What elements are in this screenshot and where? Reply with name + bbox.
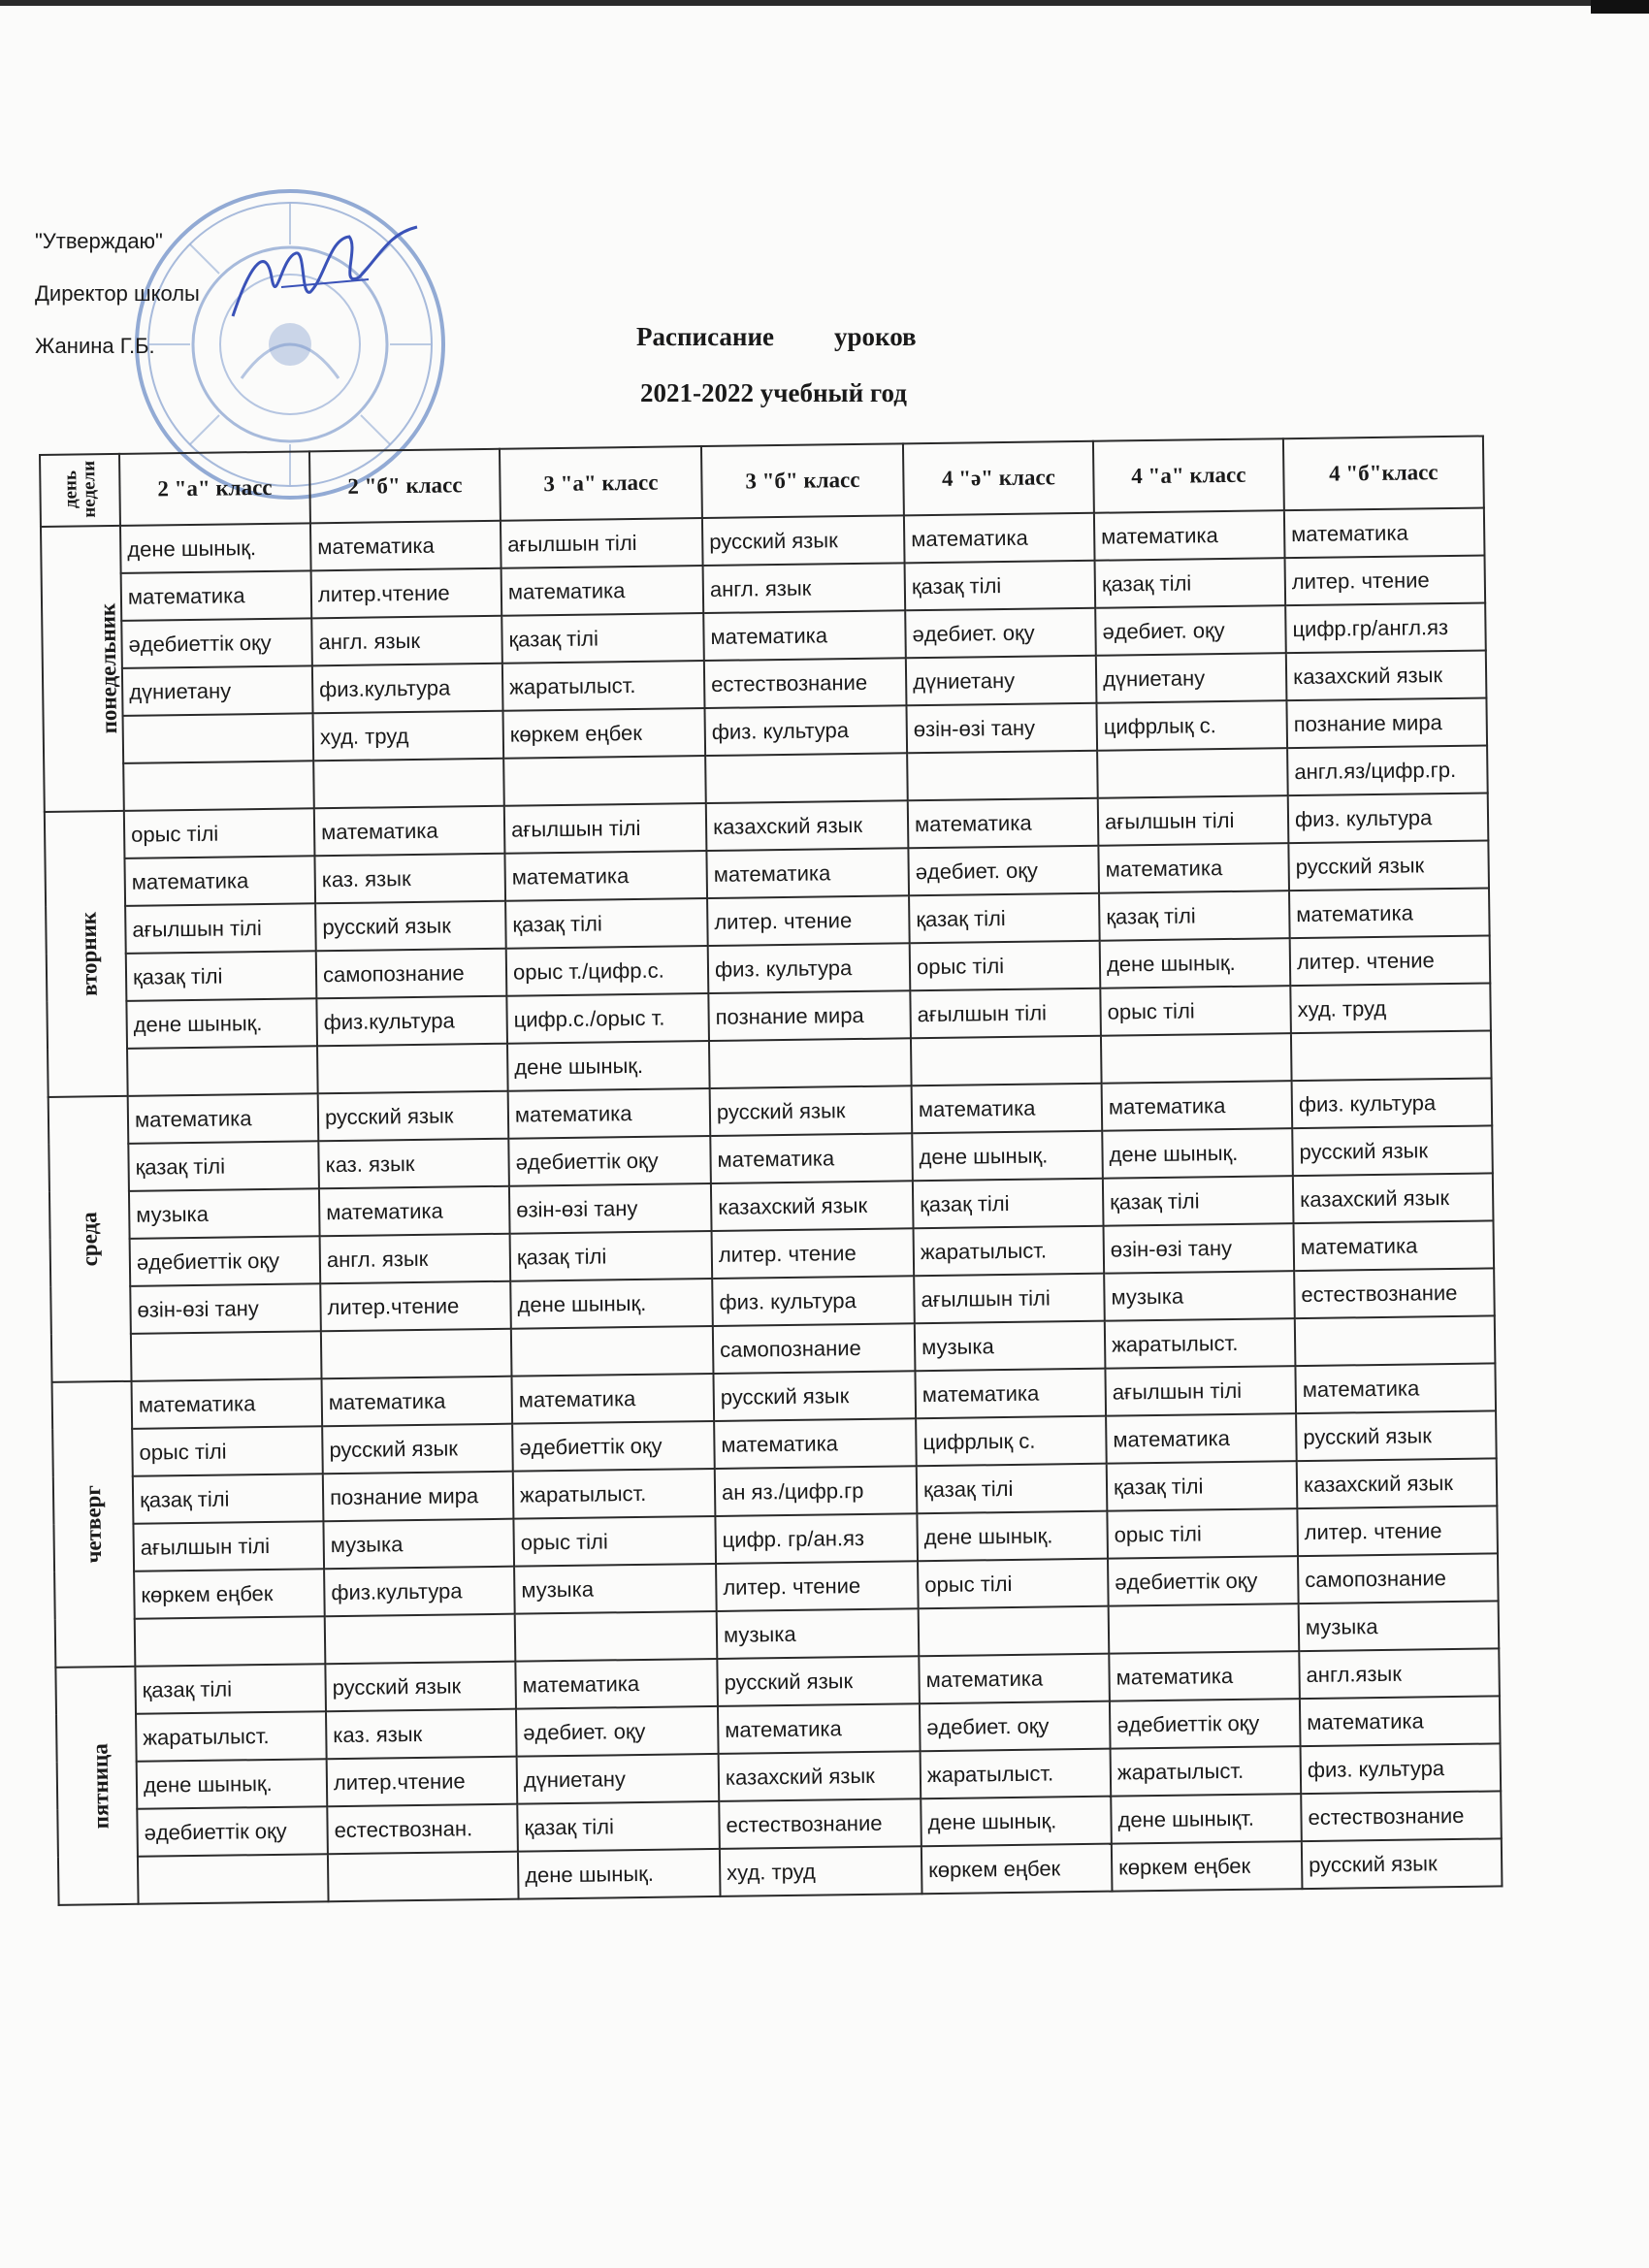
lesson-cell: дүниетану — [1096, 653, 1287, 703]
lesson-cell: физ. культура — [1301, 1743, 1502, 1794]
lesson-cell: музыка — [717, 1608, 920, 1659]
lesson-cell: математика — [1289, 888, 1490, 938]
lesson-cell: өзін-өзі тану — [906, 703, 1097, 754]
lesson-cell: казахский язык — [706, 800, 909, 851]
lesson-cell: математика — [706, 848, 909, 898]
lesson-cell: физ. культура — [1288, 793, 1489, 843]
lesson-cell: қазақ тілі — [505, 898, 708, 949]
lesson-cell: познание мира — [323, 1472, 514, 1522]
lesson-cell: дене шынық. — [518, 1849, 721, 1899]
class-header: 4 "б"класс — [1283, 437, 1484, 511]
title-word-lessons: уроков — [834, 322, 917, 351]
lesson-cell: музыка — [514, 1564, 717, 1614]
lesson-cell: математика — [1295, 1363, 1496, 1413]
lesson-cell: математика — [703, 610, 906, 661]
lesson-cell — [911, 1036, 1102, 1086]
lesson-cell: математика — [124, 856, 315, 906]
lesson-cell: әдебиеттік оқу — [137, 1806, 328, 1857]
lesson-cell: худ. труд — [313, 711, 504, 761]
lesson-cell — [709, 1038, 912, 1088]
lesson-cell: әдебиеттік оқу — [1110, 1699, 1301, 1749]
lesson-cell: орыс тілі — [513, 1516, 716, 1567]
lesson-cell: ағылшын тілі — [133, 1521, 324, 1571]
lesson-cell: жаратылыст. — [513, 1469, 716, 1519]
lesson-cell: казахский язык — [1286, 650, 1487, 700]
lesson-cell: әдебиеттік оқу — [130, 1236, 321, 1286]
lesson-cell: орыс тілі — [1107, 1508, 1298, 1559]
lesson-cell: қазақ тілі — [913, 1179, 1104, 1229]
lesson-cell — [1109, 1604, 1300, 1654]
lesson-cell: әдебиет. оқу — [920, 1701, 1111, 1752]
lesson-cell: орыс тілі — [1100, 986, 1291, 1036]
lesson-cell: әдебиеттік оқу — [508, 1136, 711, 1186]
lesson-cell: қазақ тілі — [917, 1464, 1108, 1514]
lesson-cell: литер. чтение — [712, 1228, 915, 1279]
lesson-cell: әдебиеттік оқу — [121, 618, 312, 668]
lesson-cell: әдебиеттік оқу — [1108, 1556, 1299, 1606]
lesson-cell: дене шынық. — [507, 1041, 710, 1091]
lesson-cell: литер.чтение — [327, 1757, 518, 1807]
lesson-cell: русский язык — [1302, 1838, 1503, 1889]
lesson-cell: русский язык — [325, 1662, 516, 1712]
scan-corner-mark — [1591, 0, 1649, 14]
lesson-cell: математика — [1300, 1696, 1501, 1746]
lesson-cell: дүниетану — [517, 1754, 720, 1804]
lesson-cell — [328, 1852, 519, 1902]
lesson-cell: көркем еңбек — [503, 708, 706, 759]
lesson-cell: физ.культура — [324, 1567, 515, 1617]
lesson-cell: англ. язык — [703, 563, 906, 613]
lesson-cell: каз. язык — [326, 1709, 517, 1760]
lesson-schedule-table — [39, 435, 1503, 1905]
lesson-cell: естествознан. — [327, 1804, 518, 1855]
lesson-cell: ағылшын тілі — [1098, 795, 1289, 846]
lesson-cell: орыс тілі — [124, 808, 315, 859]
lesson-cell — [1295, 1315, 1496, 1366]
day-label-2: среда — [48, 1096, 132, 1382]
lesson-cell — [515, 1611, 718, 1662]
lesson-cell: русский язык — [315, 901, 506, 952]
lesson-cell: музыка — [1104, 1271, 1295, 1321]
lesson-cell: познание мира — [708, 990, 911, 1041]
lesson-cell: дене шынық. — [137, 1759, 328, 1809]
director-name: Жанина Г.Б. — [35, 334, 155, 358]
lesson-cell — [325, 1614, 516, 1665]
lesson-cell: математика — [912, 1084, 1103, 1134]
lesson-cell: математика — [1293, 1220, 1494, 1271]
lesson-cell — [131, 1331, 322, 1381]
lesson-cell: познание мира — [1286, 697, 1487, 748]
lesson-cell: математика — [128, 1093, 319, 1144]
lesson-cell: худ. труд — [720, 1846, 922, 1896]
lesson-cell: математика — [908, 798, 1099, 849]
lesson-cell: дүниетану — [122, 665, 313, 716]
lesson-cell: казахский язык — [1297, 1458, 1498, 1508]
lesson-cell: орыс тілі — [132, 1426, 323, 1476]
lesson-cell — [1101, 1033, 1292, 1084]
lesson-cell: орыс т./цифр.с. — [506, 946, 709, 996]
day-column-header: день недели — [40, 454, 120, 527]
lesson-cell: цифрлық с. — [1096, 700, 1287, 751]
class-header: 4 "ә" класс — [903, 441, 1094, 516]
lesson-cell: қазақ тілі — [905, 561, 1096, 611]
lesson-cell: русский язык — [1292, 1125, 1493, 1176]
lesson-cell: самопознание — [713, 1323, 916, 1374]
lesson-cell: цифрлық с. — [916, 1416, 1107, 1467]
lesson-cell: дене шынық. — [1102, 1128, 1293, 1179]
lesson-cell: математика — [1102, 1081, 1293, 1131]
lesson-cell: музыка — [1299, 1601, 1500, 1651]
lesson-cell: физ. культура — [1292, 1078, 1493, 1128]
lesson-cell: дене шынық. — [120, 523, 311, 573]
lesson-cell: математика — [915, 1369, 1106, 1419]
lesson-cell: русский язык — [713, 1371, 916, 1421]
lesson-cell: физ. культура — [708, 943, 911, 993]
lesson-cell: көркем еңбек — [134, 1569, 325, 1619]
lesson-cell: литер. чтение — [1290, 935, 1491, 986]
lesson-cell: әдебиет. оқу — [516, 1706, 719, 1757]
lesson-cell: математика — [511, 1374, 714, 1424]
lesson-cell: литер. чтение — [707, 895, 910, 946]
lesson-cell: қазақ тілі — [1095, 558, 1286, 608]
lesson-cell: өзін-өзі тану — [1104, 1223, 1295, 1274]
lesson-cell: математика — [132, 1378, 323, 1429]
lesson-cell: русский язык — [710, 1085, 913, 1136]
class-header: 3 "а" класс — [500, 446, 702, 521]
lesson-cell: физ. культура — [704, 705, 907, 756]
lesson-cell: каз. язык — [314, 854, 505, 904]
lesson-cell: қазақ тілі — [1107, 1461, 1298, 1511]
lesson-cell: жаратылыст. — [1105, 1318, 1296, 1369]
lesson-cell: математика — [714, 1418, 917, 1469]
lesson-cell — [138, 1854, 329, 1904]
lesson-cell: русский язык — [717, 1656, 920, 1706]
lesson-cell: ағылшын тілі — [914, 1274, 1105, 1324]
lesson-cell: русский язык — [1296, 1410, 1497, 1461]
lesson-cell: казахский язык — [719, 1751, 922, 1801]
lesson-cell: математика — [319, 1186, 510, 1237]
director-signature — [213, 219, 436, 336]
lesson-cell: математика — [718, 1703, 921, 1754]
lesson-cell: англ.яз/цифр.гр. — [1287, 745, 1488, 795]
lesson-cell: математика — [1106, 1413, 1297, 1464]
lesson-cell: әдебиеттік оқу — [512, 1421, 715, 1472]
lesson-cell: казахский язык — [1293, 1173, 1494, 1223]
lesson-cell: ағылшын тілі — [125, 903, 316, 954]
title-word-schedule: Расписание — [636, 322, 775, 351]
lesson-cell: математика — [314, 806, 505, 857]
lesson-cell: қазақ тілі — [501, 613, 704, 664]
lesson-cell: музыка — [323, 1519, 514, 1570]
lesson-cell: музыка — [915, 1321, 1106, 1372]
lesson-cell — [127, 1046, 318, 1096]
lesson-cell: математика — [121, 570, 312, 621]
lesson-cell: жаратылыст. — [921, 1749, 1112, 1799]
lesson-cell: казахский язык — [711, 1181, 914, 1231]
lesson-cell: қазақ тілі — [1099, 891, 1290, 941]
academic-year: 2021-2022 учебный год — [640, 378, 907, 407]
director-position: Директор школы — [35, 281, 200, 306]
class-header: 2 "а" класс — [119, 451, 310, 526]
lesson-cell: қазақ тілі — [126, 951, 317, 1001]
lesson-cell — [1291, 1030, 1492, 1081]
lesson-cell: дене шынық. — [921, 1797, 1112, 1847]
class-header: 4 "а" класс — [1093, 438, 1284, 513]
lesson-cell: литер. чтение — [1297, 1506, 1498, 1556]
lesson-cell: қазақ тілі — [133, 1474, 324, 1524]
lesson-cell: орыс тілі — [910, 941, 1101, 991]
lesson-cell: ағылшын тілі — [910, 988, 1101, 1039]
lesson-cell — [705, 753, 908, 803]
lesson-cell: математика — [1284, 508, 1485, 559]
day-label-1: вторник — [45, 811, 128, 1097]
lesson-cell: ағылшын тілі — [504, 803, 707, 854]
lesson-cell: дене шынық. — [126, 998, 317, 1049]
lesson-cell: қазақ тілі — [510, 1231, 713, 1281]
lesson-cell: литер. чтение — [716, 1561, 919, 1611]
lesson-cell: дене шынық. — [510, 1279, 713, 1329]
lesson-cell: естествознание — [1301, 1791, 1502, 1841]
lesson-cell: русский язык — [322, 1424, 513, 1474]
lesson-cell: өзін-өзі тану — [130, 1283, 321, 1334]
lesson-cell: цифр. гр/ан.яз — [715, 1513, 918, 1564]
lesson-cell: дүниетану — [906, 656, 1097, 706]
lesson-cell: орыс тілі — [918, 1559, 1109, 1609]
lesson-cell: естествознание — [1294, 1268, 1495, 1318]
lesson-cell: ағылшын тілі — [501, 518, 703, 568]
lesson-cell — [123, 761, 314, 811]
lesson-cell: англ. язык — [311, 616, 502, 666]
lesson-cell: физ. культура — [712, 1276, 915, 1326]
lesson-cell: әдебиет. оқу — [908, 846, 1099, 896]
lesson-cell: естествознание — [719, 1798, 922, 1849]
lesson-cell: ағылшын тілі — [1105, 1366, 1296, 1416]
approval-label: "Утверждаю" — [35, 229, 163, 253]
lesson-cell: математика — [508, 1088, 711, 1139]
lesson-cell: литер.чтение — [320, 1281, 511, 1332]
lesson-cell: физ.культура — [312, 664, 503, 714]
lesson-cell: математика — [322, 1377, 513, 1427]
lesson-cell: самопознание — [316, 949, 507, 999]
lesson-cell: дене шынық. — [917, 1511, 1108, 1562]
lesson-cell: математика — [904, 513, 1095, 564]
lesson-cell: көркем еңбек — [1112, 1841, 1303, 1892]
lesson-cell — [1097, 748, 1288, 798]
lesson-cell: физ.культура — [316, 996, 507, 1047]
lesson-cell — [135, 1616, 326, 1667]
schedule-body — [41, 508, 1502, 1905]
lesson-cell: математика — [501, 566, 704, 616]
lesson-cell: математика — [504, 851, 707, 901]
lesson-cell: литер. чтение — [1285, 555, 1486, 605]
lesson-cell: русский язык — [1288, 840, 1489, 891]
lesson-cell: математика — [310, 521, 501, 571]
lesson-cell: музыка — [129, 1188, 320, 1239]
lesson-cell: математика — [1094, 510, 1285, 561]
lesson-cell — [503, 756, 706, 806]
day-label-0: понедельник — [41, 526, 124, 812]
lesson-cell: жаратылыст. — [1111, 1746, 1302, 1797]
lesson-cell: цифр.с./орыс т. — [506, 993, 709, 1044]
lesson-cell: худ. труд — [1290, 983, 1491, 1033]
lesson-cell: русский язык — [702, 515, 905, 566]
lesson-cell: қазақ тілі — [135, 1664, 326, 1714]
class-header: 3 "б" класс — [701, 443, 904, 518]
lesson-cell: қазақ тілі — [1103, 1176, 1294, 1226]
lesson-cell — [313, 759, 504, 809]
lesson-cell: қазақ тілі — [909, 893, 1100, 944]
lesson-cell: математика — [710, 1133, 913, 1183]
lesson-cell: математика — [1109, 1651, 1300, 1701]
lesson-cell: математика — [515, 1659, 718, 1709]
lesson-cell: жаратылыст. — [914, 1226, 1105, 1277]
lesson-cell: математика — [1098, 843, 1289, 893]
lesson-cell: русский язык — [318, 1091, 509, 1142]
lesson-cell: ан яз./цифр.гр — [715, 1466, 918, 1516]
lesson-cell — [317, 1044, 508, 1094]
lesson-cell — [511, 1326, 714, 1377]
lesson-cell: англ. язык — [320, 1234, 511, 1284]
lesson-cell: литер.чтение — [311, 568, 502, 619]
scan-top-edge — [0, 0, 1649, 6]
lesson-cell — [907, 751, 1098, 801]
day-label-3: четверг — [52, 1381, 136, 1668]
lesson-cell: самопознание — [1298, 1553, 1499, 1604]
document-title — [636, 322, 917, 352]
lesson-cell: көркем еңбек — [922, 1844, 1113, 1895]
lesson-cell: жаратылыст. — [502, 661, 705, 711]
lesson-cell: дене шынық. — [912, 1131, 1103, 1182]
lesson-cell: цифр.гр/англ.яз — [1285, 602, 1486, 653]
class-header: 2 "б" класс — [309, 449, 501, 524]
lesson-cell: әдебиет. оқу — [1095, 605, 1286, 656]
day-label-4: пятница — [55, 1667, 138, 1905]
lesson-cell: англ.язык — [1299, 1648, 1500, 1699]
lesson-cell — [123, 713, 314, 763]
lesson-cell: қазақ тілі — [128, 1141, 319, 1191]
lesson-cell: дене шынықт. — [1111, 1794, 1302, 1844]
approval-block — [35, 229, 200, 386]
lesson-cell: математика — [919, 1654, 1110, 1704]
lesson-cell: қазақ тілі — [517, 1801, 720, 1852]
lesson-cell — [919, 1606, 1110, 1657]
lesson-cell: әдебиет. оқу — [905, 608, 1096, 659]
lesson-cell: жаратылыст. — [136, 1711, 327, 1762]
lesson-cell — [321, 1329, 512, 1379]
lesson-cell: өзін-өзі тану — [509, 1183, 712, 1234]
lesson-cell: каз. язык — [318, 1139, 509, 1189]
lesson-cell: естествознание — [704, 658, 907, 708]
lesson-cell: дене шынық. — [1100, 938, 1291, 988]
